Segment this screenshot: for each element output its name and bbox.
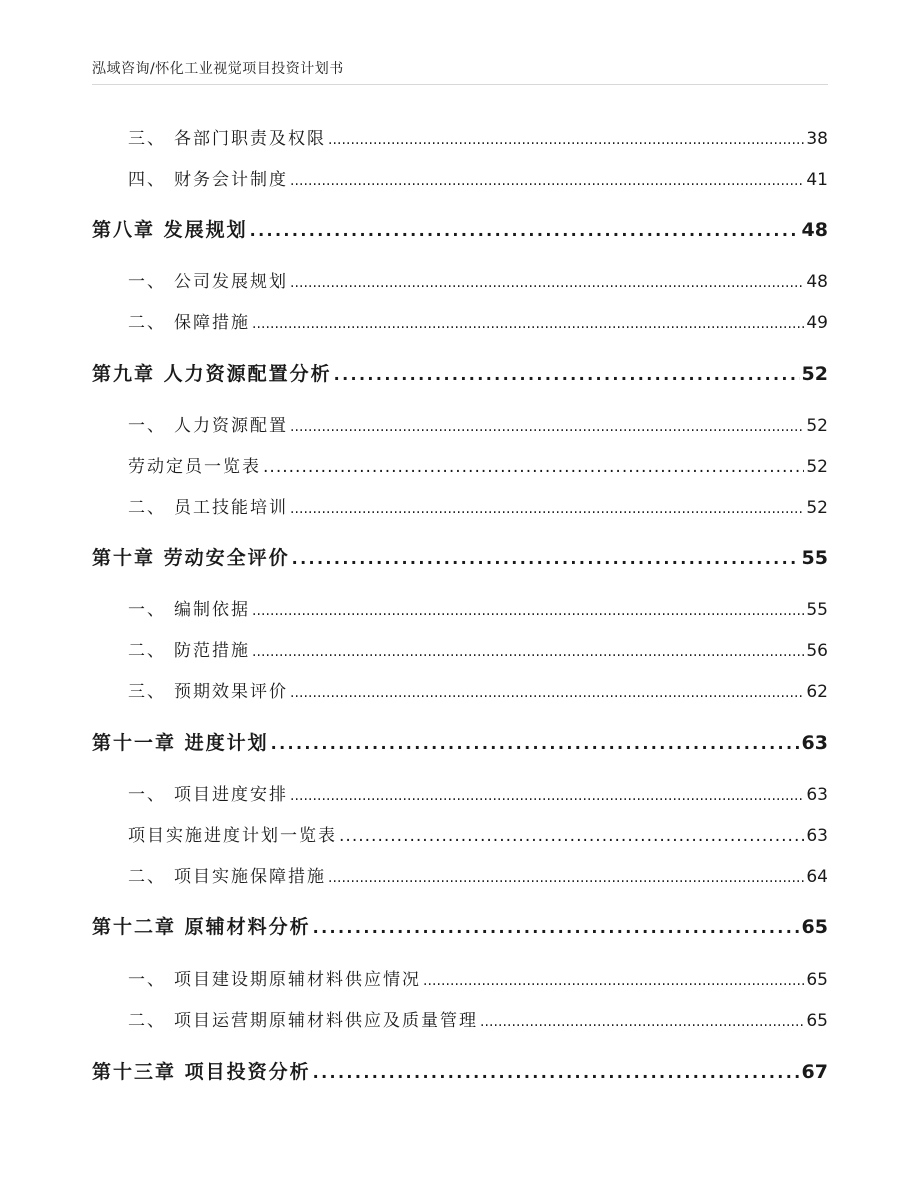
dot-leader <box>313 916 800 938</box>
toc-chapter-entry[interactable] <box>92 912 828 939</box>
toc-entry-title <box>128 677 288 702</box>
toc-entry-text: 项目实施保障措施 <box>174 867 326 887</box>
toc-entry-number: 三、 <box>128 129 166 149</box>
toc-page-number: 49 <box>806 313 828 333</box>
dot-leader <box>339 826 804 846</box>
toc-entry-title <box>128 821 337 846</box>
toc-entry-number: 一、 <box>128 970 166 990</box>
toc-section-entry[interactable] <box>128 677 828 702</box>
toc-entry-text: 保障措施 <box>174 313 250 333</box>
toc-entry-title <box>128 636 250 661</box>
toc-page-number: 38 <box>806 129 828 149</box>
dot-leader <box>290 785 804 805</box>
toc-entry-text: 人力资源配置 <box>174 416 288 436</box>
toc-entry-title <box>92 912 311 939</box>
toc-page-number: 63 <box>801 732 828 754</box>
toc-page-number: 64 <box>806 867 828 887</box>
toc-entry-title <box>92 215 248 242</box>
toc-section-entry[interactable] <box>128 862 828 887</box>
toc-chapter-entry[interactable] <box>92 215 828 242</box>
toc-entry-text: 项目运营期原辅材料供应及质量管理 <box>174 1011 478 1031</box>
toc-entry-title <box>128 1006 478 1031</box>
toc-entry-text: 第九章 人力资源配置分析 <box>92 363 332 385</box>
toc-page-number: 65 <box>801 916 828 938</box>
toc-entry-text: 防范措施 <box>174 641 250 661</box>
dot-leader <box>290 682 804 702</box>
toc-entry-text: 预期效果评价 <box>174 682 288 702</box>
toc-entry-text: 员工技能培训 <box>174 498 288 518</box>
toc-entry-number: 一、 <box>128 600 166 620</box>
toc-section-entry[interactable] <box>128 636 828 661</box>
toc-entry-text: 公司发展规划 <box>174 272 288 292</box>
dot-leader <box>423 970 804 990</box>
dot-leader <box>271 732 800 754</box>
toc-entry-text: 第十二章 原辅材料分析 <box>92 916 311 938</box>
toc-entry-title <box>128 124 326 149</box>
toc-entry-text: 各部门职责及权限 <box>174 129 326 149</box>
toc-page-number: 63 <box>806 785 828 805</box>
toc-entry-text: 项目实施进度计划一览表 <box>128 826 337 846</box>
toc-chapter-entry[interactable] <box>92 359 828 386</box>
dot-leader <box>263 457 804 477</box>
toc-entry-title <box>128 267 288 292</box>
toc-section-entry[interactable] <box>128 595 828 620</box>
toc-entry-text: 项目建设期原辅材料供应情况 <box>174 970 421 990</box>
dot-leader <box>313 1061 800 1083</box>
toc-entry-number: 二、 <box>128 498 166 518</box>
toc-page-number: 52 <box>806 416 828 436</box>
toc-entry-text: 第十章 劳动安全评价 <box>92 547 290 569</box>
toc-section-entry[interactable] <box>128 452 828 477</box>
toc-section-entry[interactable] <box>128 124 828 149</box>
toc-entry-title <box>128 965 421 990</box>
toc-section-entry[interactable] <box>128 821 828 846</box>
toc-section-entry[interactable] <box>128 267 828 292</box>
toc-entry-text: 第八章 发展规划 <box>92 219 248 241</box>
toc-page-number: 52 <box>806 457 828 477</box>
dot-leader <box>290 170 804 190</box>
dot-leader <box>480 1011 804 1031</box>
toc-page-number: 65 <box>806 1011 828 1031</box>
toc-entry-text: 编制依据 <box>174 600 250 620</box>
toc-page-number: 52 <box>806 498 828 518</box>
toc-entry-text: 第十三章 项目投资分析 <box>92 1061 311 1083</box>
toc-entry-title <box>128 452 261 477</box>
dot-leader <box>252 313 804 333</box>
toc-section-entry[interactable] <box>128 780 828 805</box>
toc-page-number: 48 <box>801 219 828 241</box>
toc-entry-number: 一、 <box>128 785 166 805</box>
toc-entry-text: 项目进度安排 <box>174 785 288 805</box>
header-divider <box>92 84 828 85</box>
toc-section-entry[interactable] <box>128 493 828 518</box>
toc-entry-title <box>128 780 288 805</box>
toc-page-number: 55 <box>801 547 828 569</box>
toc-entry-number: 二、 <box>128 867 166 887</box>
toc-chapter-entry[interactable] <box>92 728 828 755</box>
dot-leader <box>250 219 800 241</box>
dot-leader <box>290 416 804 436</box>
toc-entry-text: 第十一章 进度计划 <box>92 732 269 754</box>
toc-entry-title <box>92 359 332 386</box>
toc-entry-title <box>128 411 288 436</box>
toc-entry-title <box>92 728 269 755</box>
toc-entry-number: 三、 <box>128 682 166 702</box>
toc-entry-title <box>92 543 290 570</box>
toc-entry-title <box>128 595 250 620</box>
dot-leader <box>252 641 804 661</box>
toc-page-number: 52 <box>801 363 828 385</box>
toc-entry-number: 一、 <box>128 272 166 292</box>
toc-page-number: 67 <box>801 1061 828 1083</box>
toc-chapter-entry[interactable] <box>92 543 828 570</box>
toc-entry-title <box>128 165 288 190</box>
toc-page-number: 63 <box>806 826 828 846</box>
toc-page-number: 48 <box>806 272 828 292</box>
toc-section-entry[interactable] <box>128 965 828 990</box>
toc-page-number: 55 <box>806 600 828 620</box>
toc-entry-text: 财务会计制度 <box>174 170 288 190</box>
dot-leader <box>252 600 804 620</box>
toc-entry-number: 四、 <box>128 170 166 190</box>
dot-leader <box>290 498 804 518</box>
dot-leader <box>328 129 804 149</box>
toc-section-entry[interactable] <box>128 411 828 436</box>
dot-leader <box>334 363 800 385</box>
dot-leader <box>290 272 804 292</box>
toc-section-entry[interactable] <box>128 308 828 333</box>
toc-entry-number: 二、 <box>128 313 166 333</box>
toc-entry-title <box>128 308 250 333</box>
toc-page-number: 56 <box>806 641 828 661</box>
dot-leader <box>328 867 804 887</box>
toc-section-entry[interactable] <box>128 165 828 190</box>
toc-entry-number: 一、 <box>128 416 166 436</box>
toc-page-number: 41 <box>806 170 828 190</box>
toc-entry-number: 二、 <box>128 641 166 661</box>
toc-entry-text: 劳动定员一览表 <box>128 457 261 477</box>
toc-section-entry[interactable] <box>128 1006 828 1031</box>
toc-chapter-entry[interactable] <box>92 1057 828 1084</box>
toc-entry-title <box>128 862 326 887</box>
toc-entry-title <box>92 1057 311 1084</box>
toc-entry-number: 二、 <box>128 1011 166 1031</box>
toc-page-number: 62 <box>806 682 828 702</box>
toc-page-number: 65 <box>806 970 828 990</box>
toc-entry-title <box>128 493 288 518</box>
running-header: 泓域咨询/怀化工业视觉项目投资计划书 <box>92 61 344 77</box>
dot-leader <box>292 547 800 569</box>
